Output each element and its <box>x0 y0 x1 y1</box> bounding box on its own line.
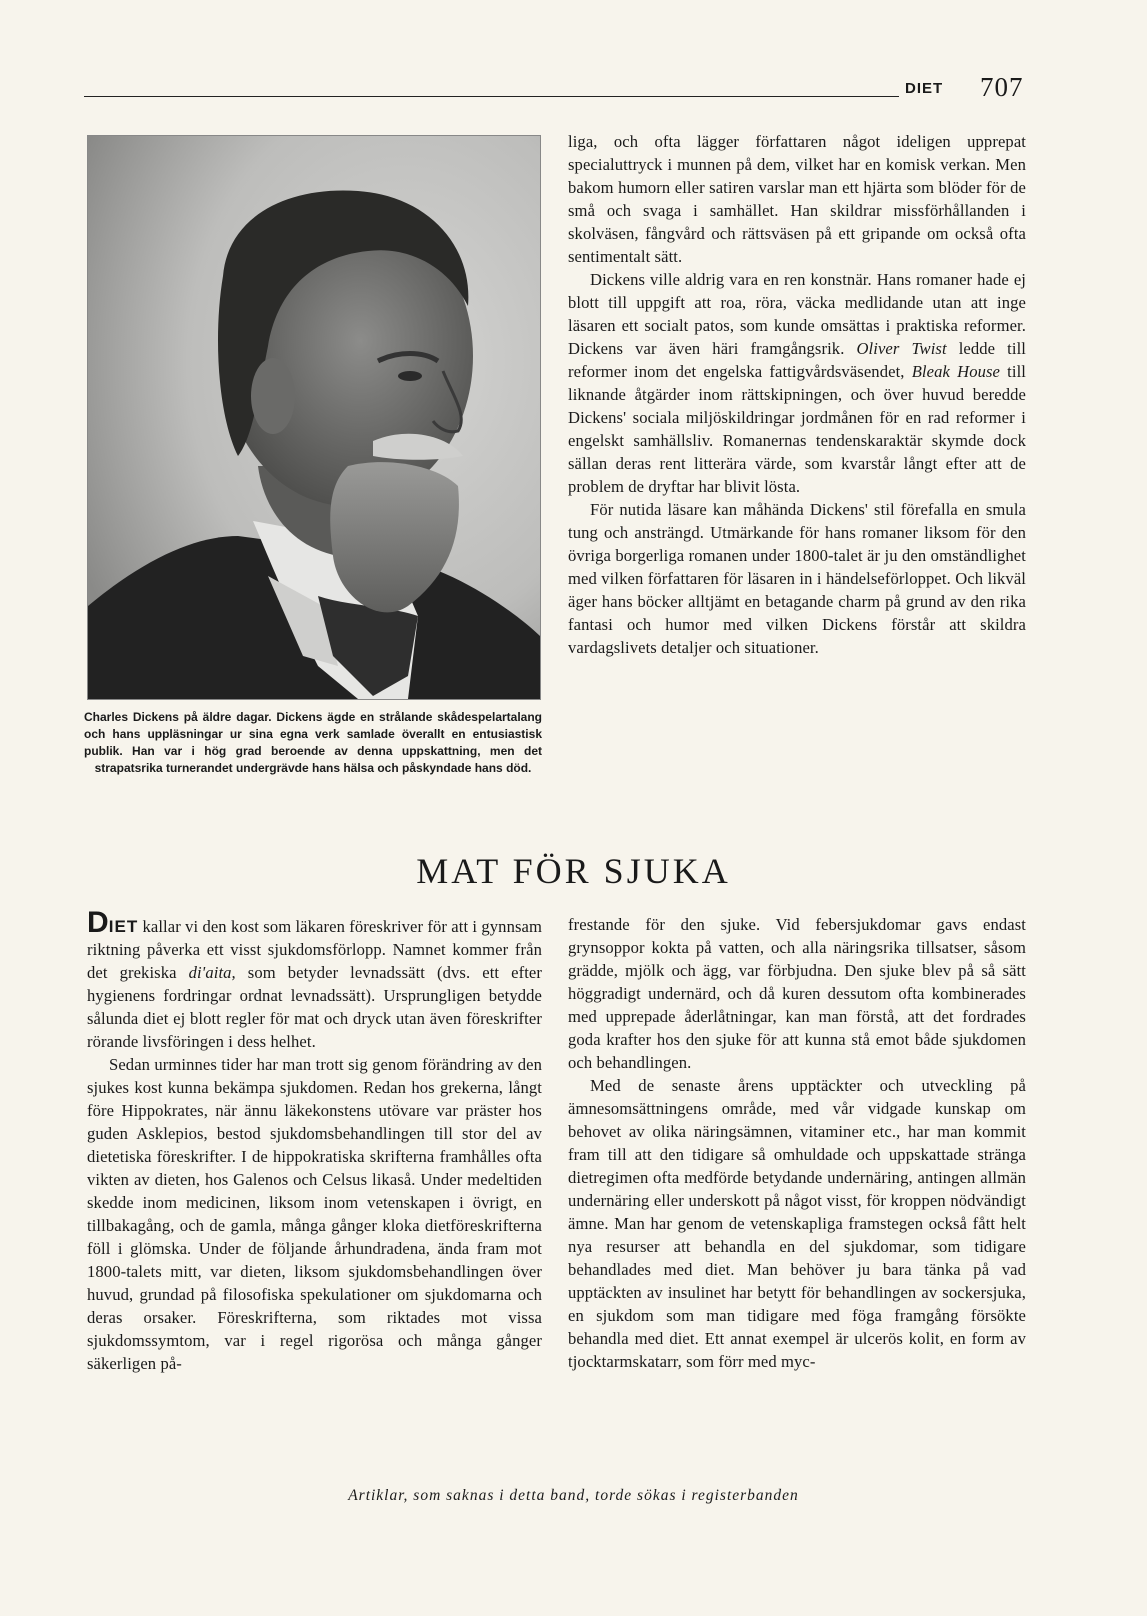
greek-term: di'aita, <box>188 963 236 982</box>
diet-paragraph-1: DIET kallar vi den kost som läkaren föreskriver för att i gynnsam riktning påverka ett visst sjukdomsförlopp. Namnet kommer från det grekiska di'aita, som betyder levnadssätt (dvs. ett efter hygienens fordringar ordnat levnadssätt). Ursprungligen betydde sålunda diet ej blott regler för mat och dryck utan även föreskrifter rörande livsföringen i dess helhet. <box>87 906 542 1051</box>
diet-article-column-1 <box>87 906 542 1375</box>
dickens-paragraph-2: Dickens ville aldrig vara en ren konstnär. Hans romaner hade ej blott till uppgift att roa, röra, väcka medlidande utan att inge läsaren ett socialt patos, som kunde omsättas i praktiska reformer. Dickens var även häri framgångsrik. Oliver Twist ledde till reformer inom det engelska fattigvårdsväsendet, Bleak House till liknande åtgärder inom rättskipningen, och över huvud beredde Dickens' sociala miljöskildringar jordmånen för en rad reformer i engelskt samhällsliv. Romanernas tendenskaraktär skymde dock sällan deras rent litterära värde, som kvarstår långt efter att de problem de dryftar har blivit lösta. <box>568 270 1027 496</box>
diet-paragraph-3: frestande för den sjuke. Vid febersjukdomar gavs endast grynsoppor kokta på vatten, och alla näringsrika tillsatser, såsom grädde, mjölk och ägg, var förbjudna. Den sjuke blev på så sätt höggradigt undernärd, och då kuren dessutom ofta kombinerades med upprepade åderlåtningar, kan man förstå, att det fordrades goda krafter hos den sjuke för att kunna stå emot både sjukdomen och behandlingen. <box>568 915 1026 1072</box>
dropcap-word: DIET <box>87 906 139 939</box>
photo-caption: Charles Dickens på äldre dagar. Dickens ägde en strålande skådespelartalang och hans uppläsningar ur sina egna verk samlade överallt en entusiastisk publik. Han var i hög grad beroende av denna uppskattning, men det strapatsrika turnerandet undergrävde hans hälsa och påskyndade hans död. <box>84 710 542 775</box>
book-title-oliver-twist: Oliver Twist <box>856 339 947 358</box>
header-rule <box>84 96 899 97</box>
diet-paragraph-2: Sedan urminnes tider har man trott sig genom förändring av den sjukes kost kunna bekämpa sjukdomen. Redan hos grekerna, långt före Hippokrates, när ännu läkekonstens utövare var präster hos guden Asklepios, bestod sjukdomsbehandlingen till stor del av dietetiska föreskrifter. I de hippokratiska skrifterna framhålles ofta vikten av dieten, hos Galenos och Celsus likaså. Under medeltiden skedde inom medicinen, liksom inom vetenskapen i övrigt, en tillbakagång, och de gamla, många gånger kloka dietföreskrifterna föll i glömska. Under de följande århundradena, ända fram mot 1800-talets mitt, var dieten, liksom sjukdomsbehandlingen över huvud, grundad på filosofiska spekulationer om sjukdomarna och deras orsaker. Föreskrifterna, som riktades mot vissa sjukdomssymtom, var i regel rigorösa och många gånger säkerligen på- <box>87 1055 542 1373</box>
footer-note: Artiklar, som saknas i detta band, torde sökas i registerbanden <box>348 1487 799 1504</box>
dickens-article-continuation <box>568 130 1026 659</box>
dickens-paragraph-3: För nutida läsare kan måhända Dickens' stil förefalla en smula tung och ansträngd. Utmärkande för hans romaner liksom för den övriga borgerliga romanen under 1800-talet är ju den omständlighet med vilken författaren för läsaren in i händelseförloppet. Och likväl äger hans böcker alltjämt en betagande charm på grund av den rika fantasi och humor med vilken Dickens förstår att skildra vardagslivets detaljer och situationer. <box>568 500 1026 657</box>
article-title: MAT FÖR SJUKA <box>416 851 731 891</box>
page-number: 707 <box>980 72 1024 102</box>
portrait-photograph <box>87 135 541 700</box>
running-head: DIET <box>905 80 944 97</box>
book-title-bleak-house: Bleak House <box>911 362 1001 381</box>
diet-paragraph-4: Med de senaste årens upptäckter och utveckling på ämnesomsättningens område, med vår vidgade kunskap om behovet av olika näringsämnen, vitaminer etc., har man kommit fram till att den tidigare så omhuldade och uppskattade stränga dietregimen ofta medförde betydande undernäring, antingen allmän undernäring eller underskott på något visst, för kroppen nödvändigt ämne. Man har genom de vetenskapliga framstegen också fått helt nya resurser att behandla en del sjukdomar, som tidigare behandlades med diet. Man behöver ju bara tänka på vad upptäckten av insulinet har betytt för behandlingen av sockersjuka, en sjukdom som man tidigare med föga framgång försökte behandla med diet. Ett annat exempel är ulcerös kolit, en form av tjocktarmskatarr, som förr med myc- <box>568 1076 1026 1371</box>
dickens-paragraph-1: liga, och ofta lägger författaren något ideligen upprepat specialuttryck i munnen på dem, vilket har en komisk verkan. Men bakom humorn eller satiren varslar man ett hjärta som blöder för de små och svaga i samhället. Han skildrar missförhållanden i skolväsen, fångvård och rättsväsen på ett gripande om också ofta sentimentalt sätt. <box>568 132 1026 266</box>
diet-article-column-2 <box>568 913 1026 1373</box>
